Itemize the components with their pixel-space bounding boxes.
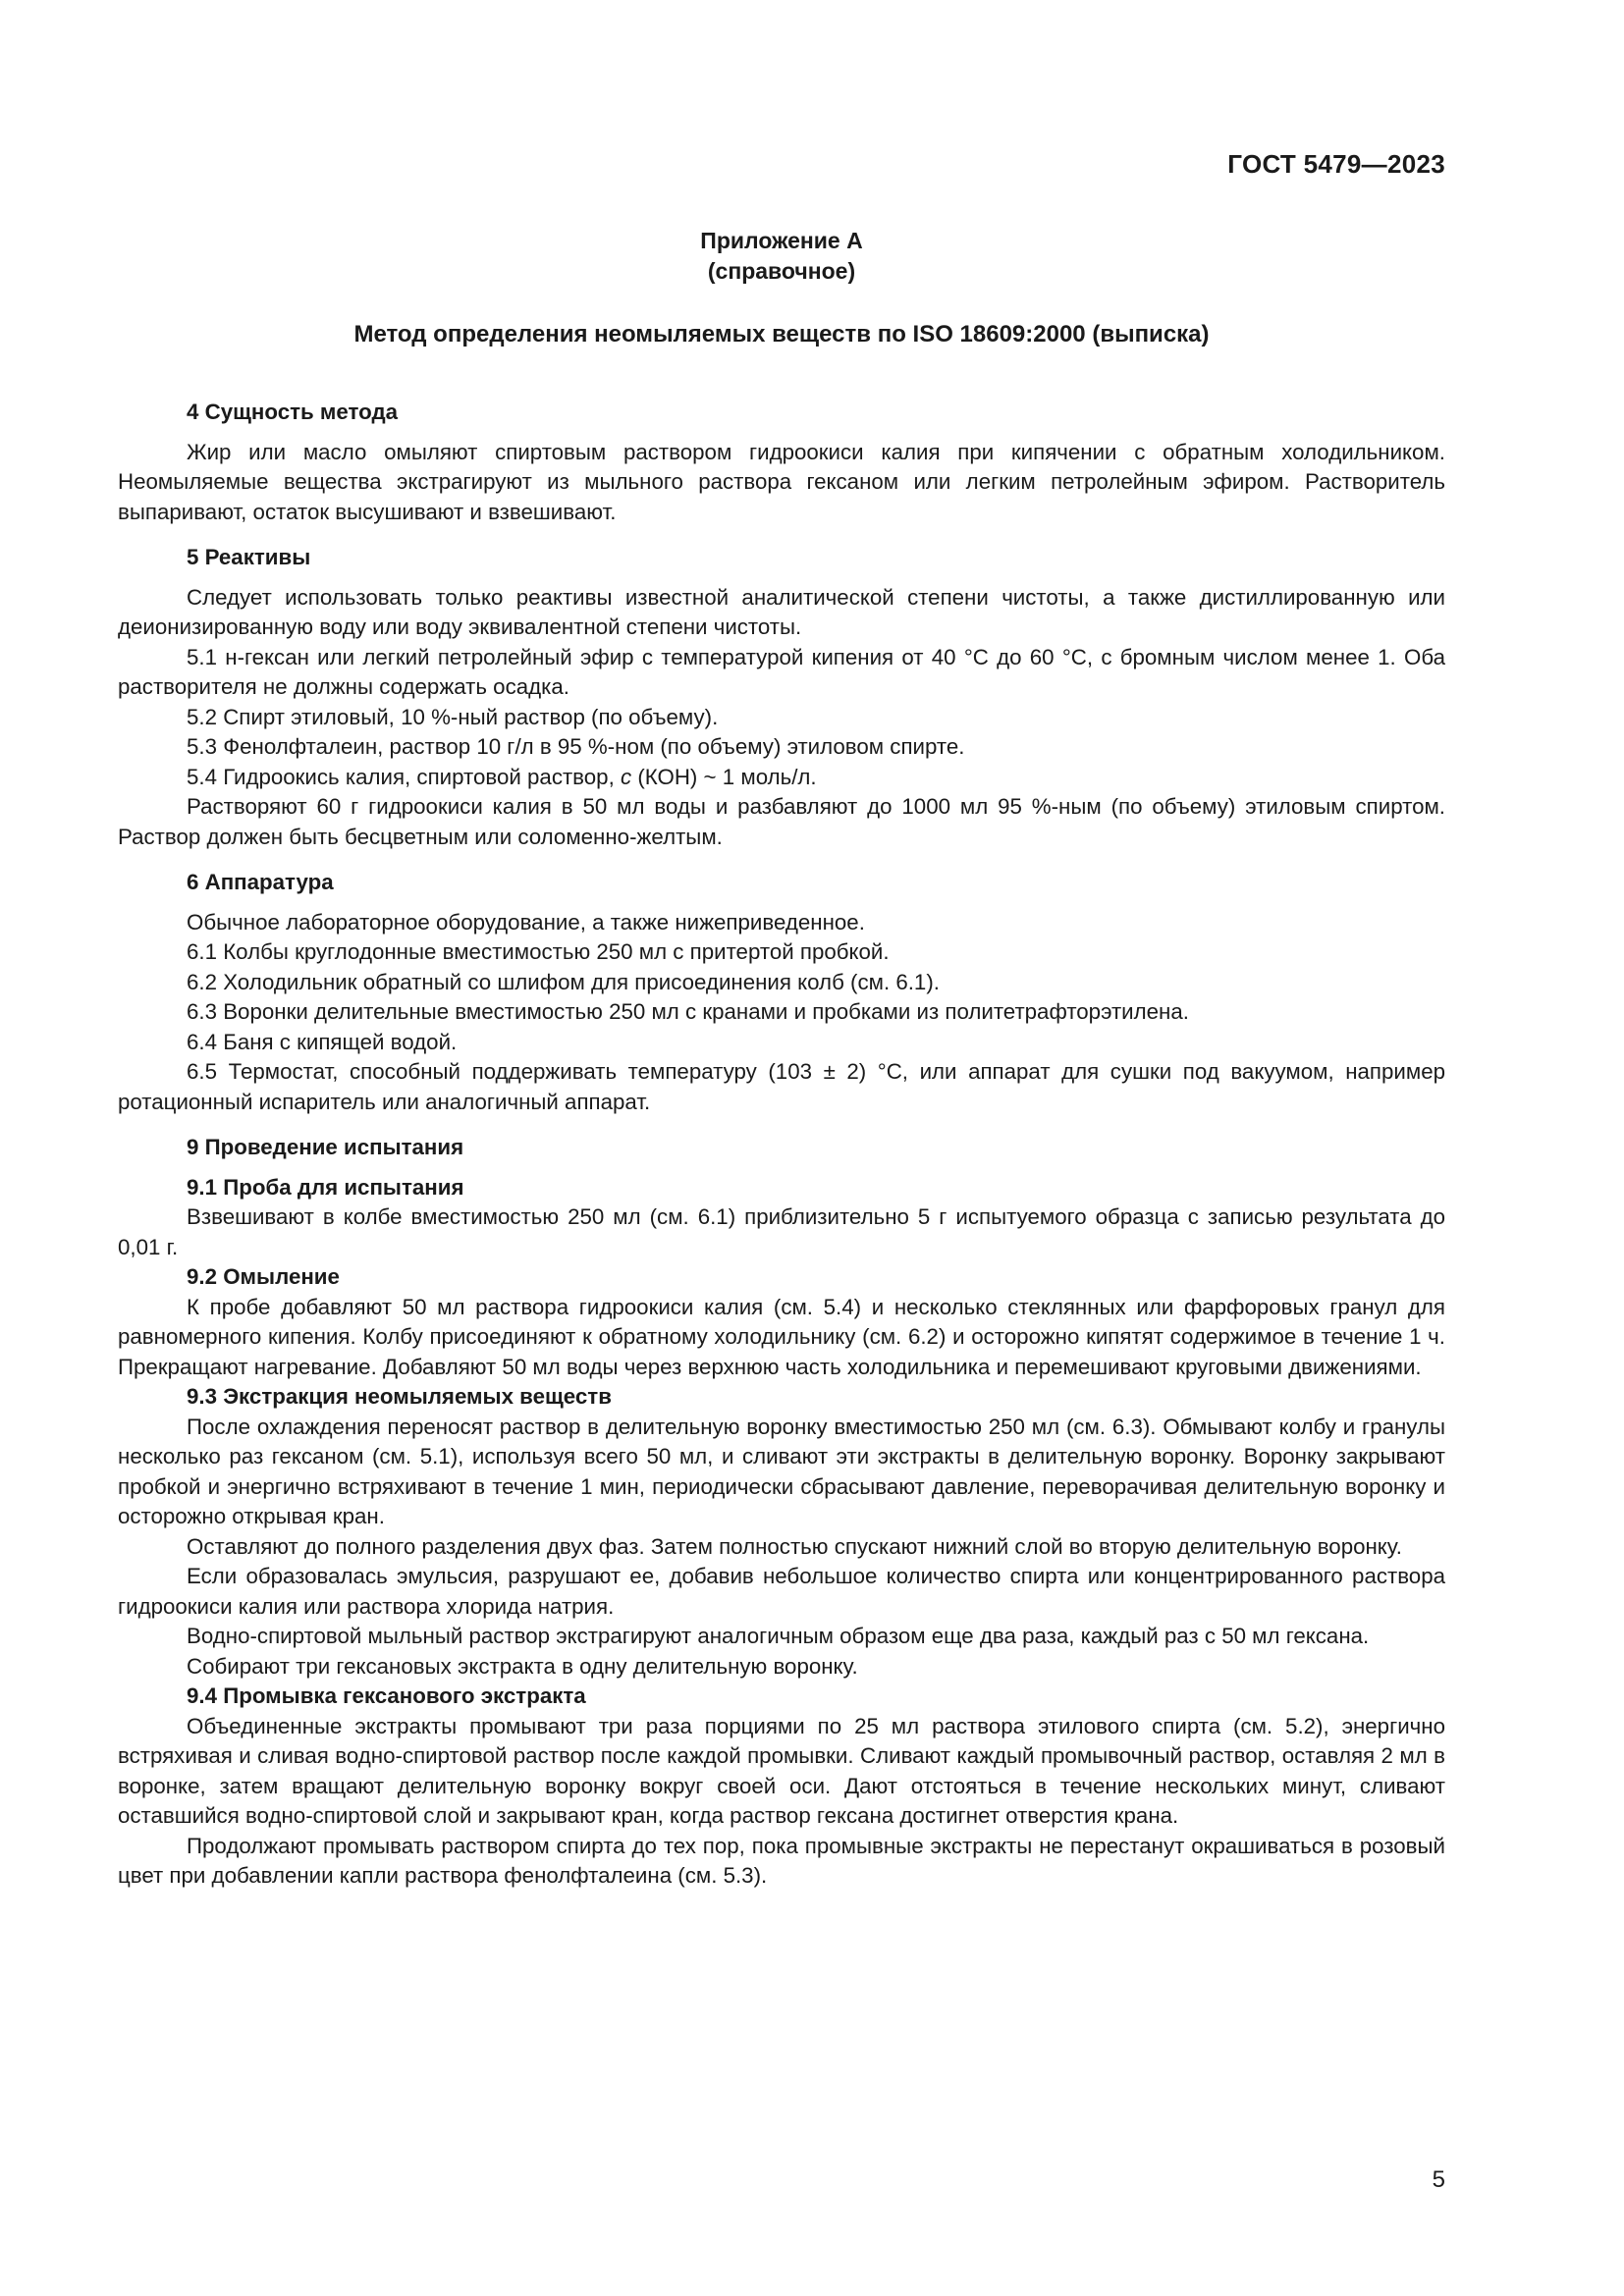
paragraph: Обычное лабораторное оборудование, а также нижеприведенное. — [187, 909, 865, 934]
paragraph: К пробе добавляют 50 мл раствора гидроокиси калия (см. 5.4) и несколько стеклянных или фарфоровых гранул для равномерного кипения. Колбу присоединяют к обратному холодильнику (см. 6.2) и осторожно кипятят содержимое в течение 1 ч. Прекращают нагревание. Добавляют 50 мл воды через верхнюю часть холодильника и перемешивают круговыми движениями. — [118, 1294, 1445, 1379]
paragraph: Продолжают промывать раствором спирта до тех пор, пока промывные экстракты не перестанут окрашиваться в розовый цвет при добавлении капли раствора фенолфталеина (см. 5.3). — [118, 1833, 1445, 1888]
page-number: 5 — [1432, 2166, 1445, 2193]
paragraph: Жир или масло омыляют спиртовым раствором гидроокиси калия при кипячении с обратным холодильником. Неомыляемые вещества экстрагируют из мыльного раствора гексаном или легким петролейным эфиром. Растворитель выпаривают, остаток высушивают и взвешивают. — [118, 439, 1445, 524]
paragraph: Водно-спиртовой мыльный раствор экстрагируют аналогичным образом еще два раза, каждый раз с 50 мл гексана. — [187, 1624, 1370, 1648]
section-heading: 9 Проведение испытания — [187, 1135, 464, 1159]
paragraph: 6.5 Термостат, способный поддерживать температуру (103 ± 2) °С, или аппарат для сушки под вакуумом, например ротационный испаритель или аналогичный аппарат. — [118, 1059, 1445, 1114]
paragraph: 6.3 Воронки делительные вместимостью 250 мл с кранами и пробками из политетрафторэтилена. — [187, 999, 1189, 1024]
paragraph: Следует использовать только реактивы известной аналитической степени чистоты, а также дистиллированную или деионизированную воду или воду эквивалентной степени чистоты. — [118, 584, 1445, 639]
variable-symbol: c — [620, 764, 632, 789]
text-run: 5.4 Гидроокись калия, спиртовой раствор, — [187, 764, 621, 789]
subsection-heading: 9.3 Экстракция неомыляемых веществ — [187, 1384, 612, 1409]
section-heading: 4 Сущность метода — [187, 400, 399, 424]
document-body — [118, 398, 1445, 1892]
paragraph: Взвешивают в колбе вместимостью 250 мл (см. 6.1) приблизительно 5 г испытуемого образца с записью результата до 0,01 г. — [118, 1204, 1445, 1259]
paragraph: 5.3 Фенолфталеин, раствор 10 г/л в 95 %-ном (по объему) этиловом спирте. — [187, 734, 965, 759]
appendix-heading — [118, 226, 1445, 287]
section-heading: 6 Аппаратура — [187, 870, 334, 894]
document-id: ГОСТ 5479—2023 — [1227, 149, 1445, 179]
paragraph: Собирают три гексановых экстракта в одну делительную воронку. — [187, 1653, 858, 1679]
paragraph: 6.1 Колбы круглодонные вместимостью 250 мл с притертой пробкой. — [187, 939, 890, 964]
subsection-heading: 9.1 Проба для испытания — [187, 1174, 464, 1200]
paragraph: 5.2 Спирт этиловый, 10 %-ный раствор (по объему). — [187, 704, 719, 729]
paragraph — [118, 763, 1445, 793]
paragraph: Растворяют 60 г гидроокиси калия в 50 мл воды и разбавляют до 1000 мл 95 %-ным (по объему) этиловым спиртом. Раствор должен быть бесцветным или соломенно-желтым. — [118, 794, 1445, 849]
section-heading: 5 Реактивы — [187, 545, 311, 569]
paragraph: Объединенные экстракты промывают три раза порциями по 25 мл раствора этилового спирта (см. 5.2), энергично встряхивая и сливая водно-спиртовой раствор после каждой промывки. Сливают каждый промывочный раствор, оставляя 2 мл в воронке, затем вращают делительную воронку вокруг своей оси. Дают отстояться в течение нескольких минут, сливают оставшийся водно-спиртовой слой и закрывают кран, когда раствор гексана достигнет отверстия крана. — [118, 1713, 1445, 1828]
paragraph: 6.2 Холодильник обратный со шлифом для присоединения колб (см. 6.1). — [187, 969, 940, 994]
paragraph: Если образовалась эмульсия, разрушают ее, добавив небольшое количество спирта или концентрированного раствора гидроокиси калия или раствора хлорида натрия. — [118, 1564, 1445, 1619]
text-run: (КОН) ~ 1 моль/л. — [631, 764, 817, 789]
paragraph: 5.1 н-гексан или легкий петролейный эфир с температурой кипения от 40 °С до 60 °С, с бромным числом менее 1. Оба растворителя не должны содержать осадка. — [118, 644, 1445, 699]
appendix-kind: (справочное) — [707, 258, 856, 284]
main-title: Метод определения неомыляемых веществ по ISO 18609:2000 (выписка) — [353, 321, 1210, 347]
subsection-heading: 9.2 Омыление — [187, 1264, 340, 1289]
appendix-title: Приложение А — [700, 228, 863, 253]
subsection-heading: 9.4 Промывка гексанового экстракта — [187, 1683, 586, 1708]
paragraph: Оставляют до полного разделения двух фаз. Затем полностью спускают нижний слой во вторую делительную воронку. — [187, 1533, 1402, 1559]
paragraph: 6.4 Баня с кипящей водой. — [187, 1029, 458, 1054]
paragraph: После охлаждения переносят раствор в делительную воронку вместимостью 250 мл (см. 6.3). Обмывают колбу и гранулы несколько раз гексаном (см. 5.1), используя всего 50 мл, и сливают эти экстракты в делительную воронку. Воронку закрывают пробкой и энергично встряхивают в течение 1 мин, периодически сбрасывают давление, переворачивая делительную воронку и осторожно открывая кран. — [118, 1414, 1445, 1528]
